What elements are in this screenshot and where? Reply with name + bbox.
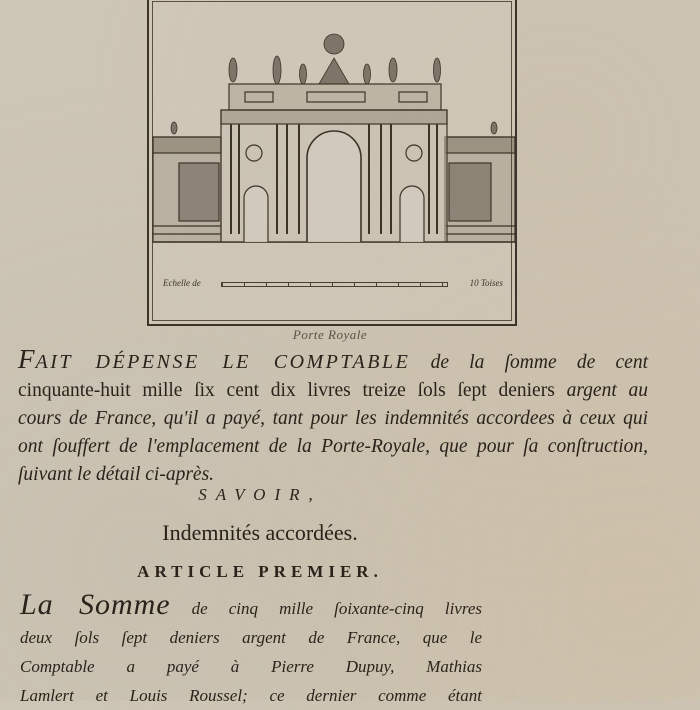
article-line: Lamlert et Louis Roussel; ce dernier comme étant (20, 686, 482, 705)
paragraph-italic: argent au (566, 380, 649, 401)
scale-bar (163, 278, 503, 292)
paragraph-line: cours de France, qu'il a payé, tant pour les indemnités accordees à ceux qui (18, 408, 648, 429)
intro-paragraph (18, 345, 648, 489)
paragraph-text: de la ſomme de cent (430, 352, 649, 373)
scale-ruler (221, 282, 448, 287)
scale-label-right: 10 Toises (469, 278, 503, 288)
paragraph-line: ſuivant le détail ci-après. (18, 464, 215, 485)
paragraph-text: cinquante-huit mille ſix cent dix livres treize ſols ſept deniers (18, 380, 555, 401)
section-subheading: Indemnités accordées. (162, 520, 358, 545)
article-line: Comptable a payé à Pierre Dupuy, Mathias (20, 657, 482, 676)
caption-text: Porte Royale (292, 327, 368, 342)
article-line: deux ſols ſept deniers argent de France, que le (20, 628, 482, 647)
paragraph-line: ont ſouffert de l'emplacement de la Porte-Royale, que pour ſa conſtruction, (18, 436, 648, 457)
lead-smallcaps: AIT DÉPENSE LE COMPTABLE (35, 351, 411, 373)
lead-capital: F (18, 344, 36, 374)
article-line-text: de cinq mille ſoixante-cinq livres (191, 599, 482, 618)
engraving-caption (0, 327, 700, 343)
article-text (20, 590, 482, 710)
engraving-plate (147, 0, 517, 326)
article-lead: La Somme (20, 588, 171, 621)
scale-label-left: Echelle de (163, 278, 201, 288)
paragraph-line (18, 345, 648, 377)
savoir-heading: SAVOIR, (198, 485, 322, 504)
article-heading: ARTICLE PREMIER. (137, 562, 383, 581)
article-line (20, 590, 482, 623)
paragraph-line (18, 377, 648, 405)
